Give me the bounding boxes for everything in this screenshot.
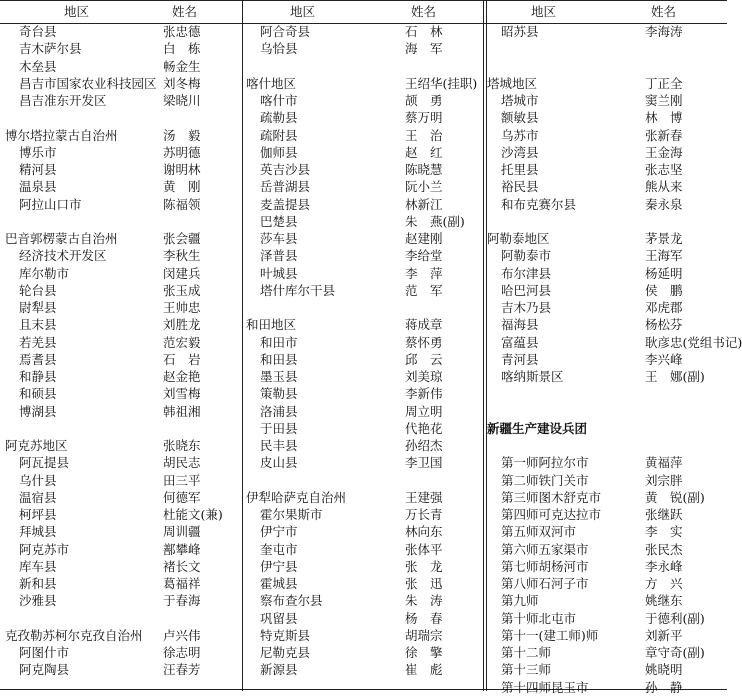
region-cell: 经济技术开发区 [19, 248, 107, 264]
name-cell: 张 龙 [405, 558, 443, 574]
region-cell: 吉木萨尔县 [19, 41, 82, 57]
name-cell: 闵建兵 [163, 265, 201, 281]
name-cell: 胡民志 [163, 455, 201, 471]
table-header [0, 1, 727, 24]
name-cell: 颉 勇 [405, 93, 443, 108]
header-name: 姓名 [411, 4, 437, 19]
name-cell: 李 实 [645, 524, 683, 540]
region-cell: 第十师北屯市 [501, 610, 577, 626]
name-cell: 赵建刚 [405, 231, 443, 246]
name-cell: 王 娜(副) [645, 369, 705, 384]
name-cell: 李兴峰 [645, 351, 683, 367]
header-name: 姓名 [651, 4, 677, 19]
region-cell: 喀什地区 [246, 75, 297, 91]
name-cell: 汪春芳 [163, 662, 201, 678]
name-cell: 鄯攀峰 [163, 541, 201, 557]
region-cell: 疏勒县 [260, 110, 298, 126]
name-cell: 杨松芬 [645, 317, 683, 333]
region-cell: 柯坪县 [19, 507, 57, 522]
region-cell: 和布克赛尔县 [501, 196, 577, 212]
region-cell: 墨玉县 [260, 369, 298, 384]
region-cell: 伊宁县 [260, 558, 298, 574]
name-cell: 王 治 [405, 127, 443, 143]
name-cell: 刘冬梅 [163, 75, 201, 91]
name-cell: 石 岩 [163, 351, 201, 367]
name-cell: 代艳花 [405, 420, 443, 436]
region-cell: 民丰县 [260, 438, 298, 453]
region-cell: 阿瓦提县 [19, 455, 70, 471]
name-cell: 谢明林 [163, 162, 201, 177]
name-cell: 梁晓川 [163, 93, 201, 108]
region-cell: 特克斯县 [260, 627, 311, 643]
name-cell: 张民杰 [645, 541, 683, 557]
name-cell: 林 博 [645, 110, 683, 126]
name-cell: 刘雪梅 [163, 386, 201, 402]
name-cell: 徐志明 [163, 645, 201, 660]
name-cell: 刘美琼 [405, 369, 443, 384]
name-cell: 张体平 [405, 541, 443, 557]
name-cell: 邓虎郡 [645, 300, 683, 315]
region-cell: 博乐市 [19, 144, 57, 160]
region-cell: 皮山县 [260, 455, 298, 471]
region-cell: 新源县 [260, 662, 298, 678]
name-cell: 陈晓慧 [405, 162, 443, 177]
name-cell: 赵金艳 [163, 369, 201, 384]
name-cell: 田三平 [163, 472, 201, 488]
name-cell: 卢兴伟 [163, 627, 201, 643]
name-cell: 熊从来 [645, 179, 683, 195]
name-cell: 李 萍 [405, 265, 443, 281]
column-divider [483, 1, 484, 691]
region-cell: 第十二师 [501, 645, 552, 660]
region-cell: 和田市 [260, 334, 298, 350]
region-cell: 裕民县 [501, 179, 539, 195]
region-cell: 福海县 [501, 317, 539, 333]
name-cell: 韩祖湘 [163, 403, 201, 419]
name-cell: 张晓东 [163, 438, 201, 453]
region-cell: 第二师铁门关市 [501, 472, 589, 488]
name-cell: 周立明 [405, 403, 443, 419]
name-cell: 黄 刚 [163, 179, 201, 195]
name-cell: 邱 云 [405, 351, 443, 367]
region-cell: 额敏县 [501, 110, 539, 126]
header-region: 地区 [531, 4, 557, 19]
region-cell: 第六师五家渠市 [501, 541, 589, 557]
name-cell: 侯 鹏 [645, 282, 683, 298]
region-cell: 沙湾县 [501, 144, 539, 160]
name-cell: 杜能文(兼) [163, 507, 223, 522]
name-cell: 汤 毅 [163, 127, 201, 143]
region-cell: 英吉沙县 [260, 162, 311, 177]
name-cell: 白 栋 [163, 41, 201, 57]
name-cell: 王建强 [405, 489, 443, 505]
column-divider [242, 1, 243, 691]
name-cell: 刘胜龙 [163, 317, 201, 333]
region-cell: 疏附县 [260, 127, 298, 143]
name-cell: 茅景龙 [645, 231, 683, 246]
name-cell: 张忠德 [163, 24, 201, 39]
region-cell: 麦盖提县 [260, 196, 311, 212]
region-cell: 富蕴县 [501, 334, 539, 350]
name-cell: 李新伟 [405, 386, 443, 402]
column-divider [486, 1, 487, 691]
name-cell: 范宏毅 [163, 334, 201, 350]
name-cell: 杨 春 [405, 610, 443, 626]
header-region: 地区 [290, 4, 316, 19]
name-cell: 王海军 [645, 248, 683, 264]
region-cell: 第七师胡杨河市 [501, 558, 589, 574]
name-cell: 蔡怀勇 [405, 334, 443, 350]
region-cell: 布尔津县 [501, 265, 552, 281]
region-cell: 喀纳斯景区 [501, 369, 564, 384]
region-cell: 拜城县 [19, 524, 57, 540]
name-cell: 窦兰刚 [645, 93, 683, 108]
region-cell: 第五师双河市 [501, 524, 577, 540]
region-cell: 焉耆县 [19, 351, 57, 367]
name-cell: 黄福萍 [645, 455, 683, 471]
name-cell: 刘新平 [645, 627, 683, 643]
region-cell: 霍尔果斯市 [260, 507, 323, 522]
region-cell: 哈巴河县 [501, 282, 552, 298]
region-cell: 尉犁县 [19, 300, 57, 315]
region-cell: 策勒县 [260, 386, 298, 402]
region-cell: 巴音郭楞蒙古自治州 [5, 231, 118, 246]
name-cell: 万长青 [405, 507, 443, 522]
region-cell: 第十三师 [501, 662, 552, 678]
name-cell: 赵 红 [405, 144, 443, 160]
name-cell: 刘宗胖 [645, 472, 683, 488]
region-cell: 库车县 [19, 558, 57, 574]
name-cell: 崔 彪 [405, 662, 443, 678]
region-cell: 巴楚县 [260, 213, 298, 229]
region-cell: 第四师可克达拉市 [501, 507, 602, 522]
region-cell: 伽师县 [260, 144, 298, 160]
name-cell: 王绍华(挂职) [405, 75, 478, 91]
name-cell: 李秋生 [163, 248, 201, 264]
region-cell: 第十四师昆玉市 [501, 679, 589, 695]
region-cell: 于田县 [260, 420, 298, 436]
region-cell: 阿克苏市 [19, 541, 70, 557]
region-cell: 博尔塔拉蒙古自治州 [5, 127, 118, 143]
name-cell: 李卫国 [405, 455, 443, 471]
region-cell: 且末县 [19, 317, 57, 333]
region-cell: 新和县 [19, 576, 57, 591]
region-cell: 和静县 [19, 369, 57, 384]
region-cell: 伊宁市 [260, 524, 298, 540]
name-cell: 姚继东 [645, 593, 683, 609]
region-cell: 轮台县 [19, 282, 57, 298]
region-cell: 沙雅县 [19, 593, 57, 609]
region-cell: 乌苏市 [501, 127, 539, 143]
region-cell: 泽普县 [260, 248, 298, 264]
name-cell: 何德军 [163, 489, 201, 505]
region-cell: 精河县 [19, 162, 57, 177]
name-cell: 黄 锐(副) [645, 489, 705, 505]
name-cell: 胡瑞宗 [405, 627, 443, 643]
region-cell: 昌吉市国家农业科技园区 [19, 75, 157, 91]
region-cell: 塔什库尔干县 [260, 282, 336, 298]
name-cell: 秦永泉 [645, 196, 683, 212]
name-cell: 丁正全 [645, 75, 683, 91]
region-cell: 温宿县 [19, 489, 57, 505]
region-cell: 温泉县 [19, 179, 57, 195]
region-cell: 尼勒克县 [260, 645, 311, 660]
name-cell: 李海涛 [645, 24, 683, 39]
header-region: 地区 [64, 4, 90, 19]
region-cell: 阿拉山口市 [19, 196, 82, 212]
name-cell: 于春海 [163, 593, 201, 609]
region-cell: 塔城市 [501, 93, 539, 108]
region-cell: 阿勒泰市 [501, 248, 552, 264]
name-cell: 孙 静 [645, 679, 683, 695]
name-cell: 畅金生 [163, 58, 201, 74]
region-cell: 阿克苏地区 [5, 438, 68, 453]
region-cell: 第一师阿拉尔市 [501, 455, 589, 471]
region-cell: 托里县 [501, 162, 539, 177]
region-cell: 博湖县 [19, 403, 57, 419]
region-cell: 和田县 [260, 351, 298, 367]
name-cell: 张玉成 [163, 282, 201, 298]
name-cell: 陈福领 [163, 196, 201, 212]
region-cell: 第八师石河子市 [501, 576, 589, 591]
region-cell: 奇台县 [19, 24, 57, 39]
name-cell: 葛福祥 [163, 576, 201, 591]
region-cell: 莎车县 [260, 231, 298, 246]
region-cell: 叶城县 [260, 265, 298, 281]
name-cell: 海 军 [405, 41, 443, 57]
name-cell: 朱 燕(副) [405, 213, 465, 229]
name-cell: 孙绍杰 [405, 438, 443, 453]
name-cell: 石 林 [405, 24, 443, 39]
name-cell: 朱 涛 [405, 593, 443, 609]
name-cell: 苏明德 [163, 144, 201, 160]
name-cell: 张继跃 [645, 507, 683, 522]
name-cell: 阮小兰 [405, 179, 443, 195]
name-cell: 章守奇(副) [645, 645, 705, 660]
name-cell: 徐 擎 [405, 645, 443, 660]
region-cell: 第九师 [501, 593, 539, 609]
name-cell: 张新春 [645, 127, 683, 143]
region-cell: 乌恰县 [260, 41, 298, 57]
name-cell: 姚晓明 [645, 662, 683, 678]
region-cell: 塔城地区 [487, 75, 538, 91]
region-cell: 喀什市 [260, 93, 298, 108]
region-cell: 岳普湖县 [260, 179, 311, 195]
name-cell: 王帅忠 [163, 300, 201, 315]
region-cell: 霍城县 [260, 576, 298, 591]
name-cell: 张 迅 [405, 576, 443, 591]
region-cell: 洛浦县 [260, 403, 298, 419]
name-cell: 范 军 [405, 282, 443, 298]
name-cell: 林向东 [405, 524, 443, 540]
name-cell: 耿彦忠(党组书记) [645, 334, 742, 350]
region-cell: 和田地区 [246, 317, 297, 333]
region-cell: 巩留县 [260, 610, 298, 626]
name-cell: 杨延明 [645, 265, 683, 281]
region-cell: 库尔勒市 [19, 265, 70, 281]
region-cell: 昭苏县 [501, 24, 539, 39]
region-cell: 阿图什市 [19, 645, 70, 660]
region-cell: 伊犁哈萨克自治州 [246, 489, 347, 505]
name-cell: 方 兴 [645, 576, 683, 591]
region-cell: 青河县 [501, 351, 539, 367]
name-cell: 王金海 [645, 144, 683, 160]
name-cell: 李永峰 [645, 558, 683, 574]
name-cell: 林新江 [405, 196, 443, 212]
region-cell: 奎屯市 [260, 541, 298, 557]
header-name: 姓名 [172, 4, 198, 19]
region-cell: 第三师图木舒克市 [501, 489, 602, 505]
region-cell: 阿勒泰地区 [487, 231, 550, 246]
region-cell: 若羌县 [19, 334, 57, 350]
name-cell: 周训疆 [163, 524, 201, 540]
region-cell: 新疆生产建设兵团 [487, 420, 588, 436]
region-cell: 木垒县 [19, 58, 57, 74]
region-cell: 第十一(建工师)师 [501, 627, 599, 643]
region-cell: 乌什县 [19, 472, 57, 488]
name-cell: 蔡万明 [405, 110, 443, 126]
region-cell: 克孜勒苏柯尔克孜自治州 [5, 627, 143, 643]
name-cell: 张志坚 [645, 162, 683, 177]
region-cell: 察布查尔县 [260, 593, 323, 609]
region-cell: 昌吉准东开发区 [19, 93, 107, 108]
region-cell: 阿合奇县 [260, 24, 311, 39]
name-cell: 褚长文 [163, 558, 201, 574]
name-cell: 蒋成章 [405, 317, 443, 333]
region-cell: 阿克陶县 [19, 662, 70, 678]
region-cell: 和硕县 [19, 386, 57, 402]
name-cell: 于德利(副) [645, 610, 705, 626]
name-cell: 李给堂 [405, 248, 443, 264]
region-cell: 吉木乃县 [501, 300, 552, 315]
name-cell: 张会疆 [163, 231, 201, 246]
